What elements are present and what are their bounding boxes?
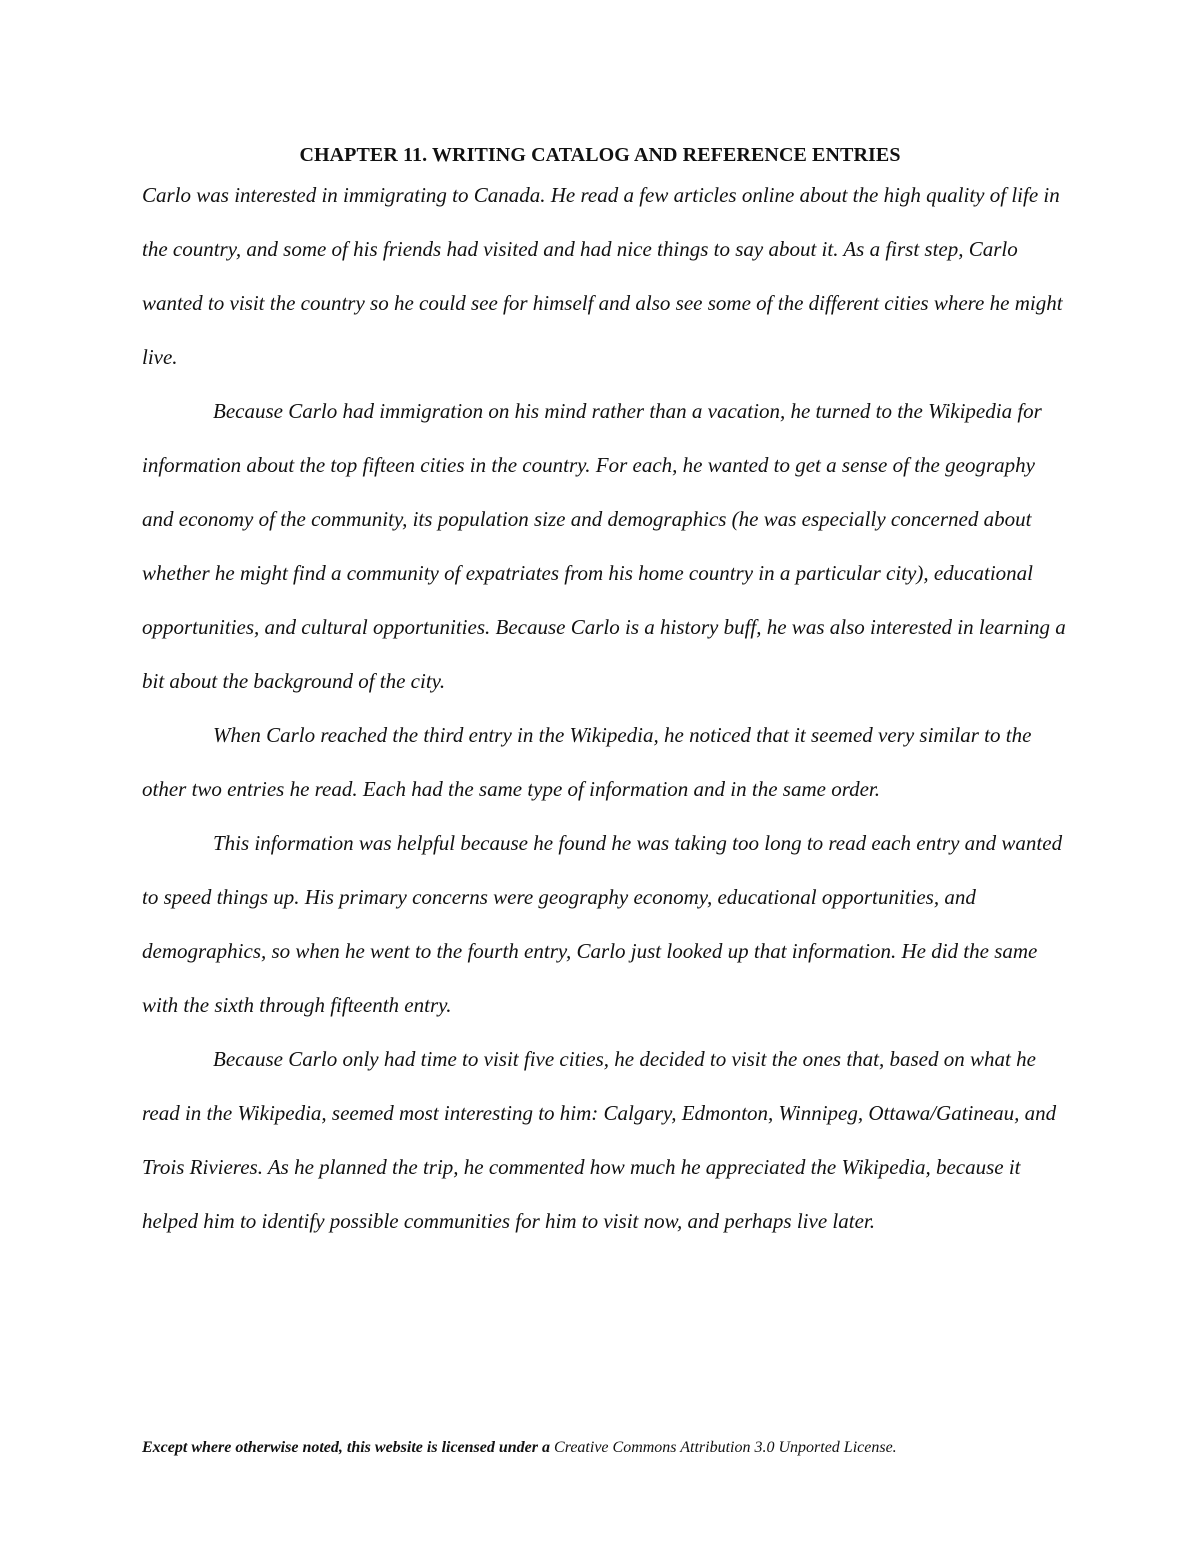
license-footer [142, 1438, 1042, 1458]
license-link[interactable]: Creative Commons Attribution 3.0 Unported License. [554, 1439, 897, 1456]
license-intro: Except where otherwise noted, this website is licensed under a [142, 1439, 551, 1456]
document-body [142, 168, 1067, 1248]
paragraph-1: Carlo was interested in immigrating to Canada. He read a few articles online about the high quality of life in the country, and some of his friends had visited and had nice things to say about it. As a first step, Carlo wanted to visit the country so he could see for himself and also see some of the different cities where he might live. [142, 183, 1063, 369]
paragraph-5: Because Carlo only had time to visit five cities, he decided to visit the ones that, based on what he read in the Wikipedia, seemed most interesting to him: Calgary, Edmonton, Winnipeg, Ottawa/Gatineau, and Trois Rivieres. As he planned the trip, he commented how much he appreciated the Wikipedia, because it helped him to identify possible communities for him to visit now, and perhaps live later. [142, 1047, 1057, 1233]
chapter-title: CHAPTER 11. WRITING CATALOG AND REFERENCE ENTRIES [299, 144, 901, 166]
paragraph-3: When Carlo reached the third entry in the Wikipedia, he noticed that it seemed very similar to the other two entries he read. Each had the same type of information and in the same order. [142, 723, 1032, 801]
paragraph-4: This information was helpful because he found he was taking too long to read each entry and wanted to speed things up. His primary concerns were geography economy, educational opportunities, and demographics, so when he went to the fourth entry, Carlo just looked up that information. He did the same with the sixth through fifteenth entry. [142, 831, 1063, 1017]
paragraph-2: Because Carlo had immigration on his mind rather than a vacation, he turned to the Wikipedia for information about the top fifteen cities in the country. For each, he wanted to get a sense of the geography and economy of the community, its population size and demographics (he was especially concerned about whether he might find a community of expatriates from his home country in a particular city), educational opportunities, and cultural opportunities. Because Carlo is a history buff, he was also interested in learning a bit about the background of the city. [142, 399, 1066, 693]
